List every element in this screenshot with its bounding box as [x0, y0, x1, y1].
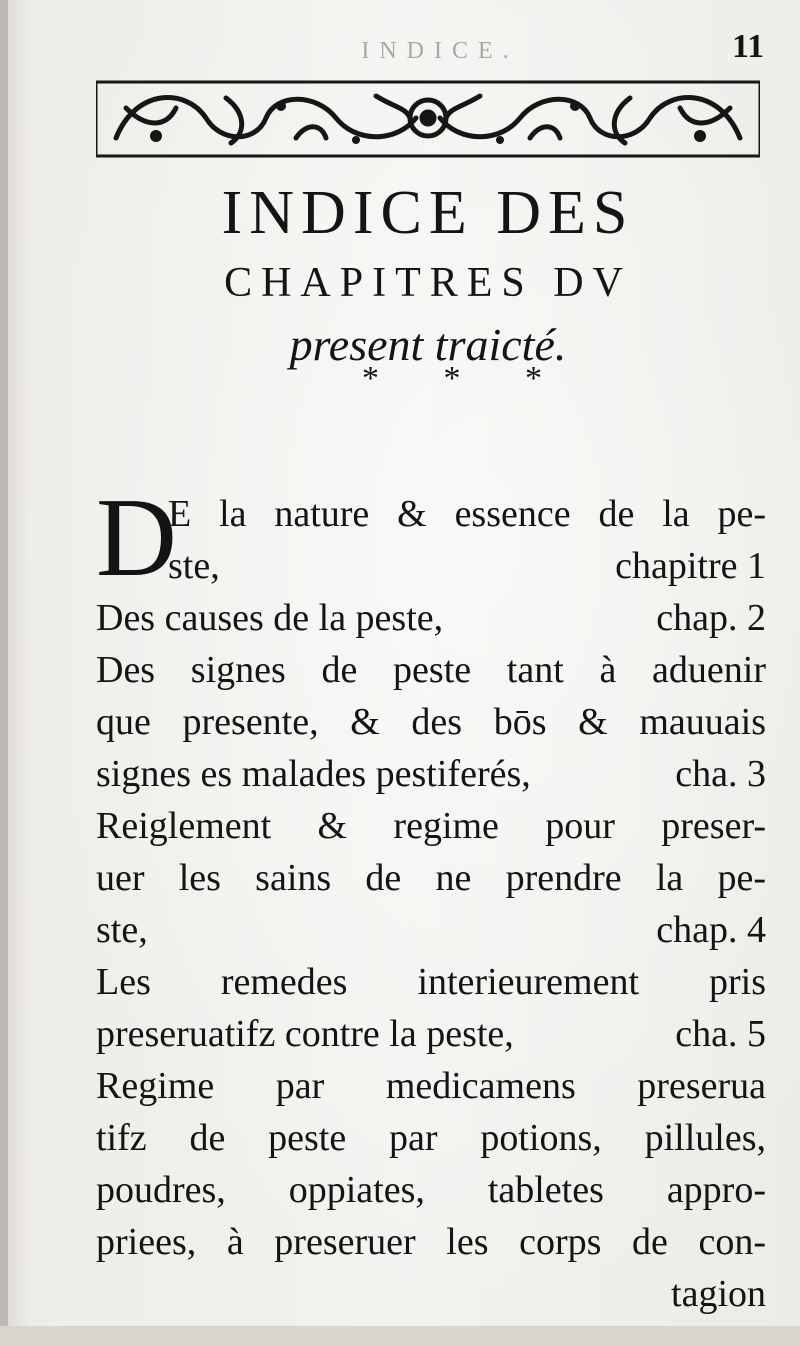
- toc-entry-4: [96, 800, 766, 956]
- toc-entry-2-chapter-ref: chap. 2: [656, 597, 766, 639]
- table-of-contents: [96, 476, 766, 1320]
- toc-entry-6-line-2: tifz de peste par potions, pillules,: [96, 1117, 766, 1159]
- toc-entry-4-line-3: [96, 904, 766, 956]
- toc-entry-1-text: ste,: [168, 545, 220, 587]
- toc-entry-4-line-2: uer les sains de ne prendre la pe-: [96, 857, 766, 899]
- toc-entry-6-line-3: poudres, oppiates, tabletes appro-: [96, 1169, 766, 1211]
- drop-cap-letter: D: [96, 476, 177, 600]
- running-head: INDICE.: [361, 38, 519, 64]
- toc-entry-6-line-1: Regime par medicamens preserua: [96, 1065, 766, 1107]
- toc-entry-6: [96, 1060, 766, 1320]
- toc-entry-5-text: preseruatifz contre la peste,: [96, 1013, 514, 1055]
- toc-entry-6-line-5: tagion: [671, 1273, 766, 1315]
- toc-entry-1-line-2: [168, 540, 766, 592]
- page-bottom-edge: [0, 1326, 800, 1346]
- asterism: [362, 362, 570, 396]
- toc-entry-3-text: signes es malades pestiferés,: [96, 753, 531, 795]
- toc-entry-4-chapter-ref: chap. 4: [656, 909, 766, 951]
- toc-entry-6-line-4: priees, à preseruer les corps de con-: [96, 1221, 766, 1263]
- toc-entry-3-chapter-ref: cha. 3: [675, 753, 766, 795]
- toc-entry-1-chapter-ref: chapitre 1: [615, 545, 766, 587]
- toc-entry-2-line-1: [96, 592, 766, 644]
- floral-headpiece-ornament: [96, 78, 760, 160]
- toc-entry-1-line-1: E la nature & essence de la pe-: [168, 493, 766, 535]
- toc-entry-2: [96, 592, 766, 644]
- toc-entry-1: [96, 476, 766, 600]
- toc-entry-5-line-2: [96, 1008, 766, 1060]
- title-line-1: INDICE DES: [221, 179, 635, 247]
- title-line-2: CHAPITRES DV: [224, 260, 632, 306]
- toc-entry-3-line-1: Des signes de peste tant à aduenir: [96, 649, 766, 691]
- toc-entry-2-text: Des causes de la peste,: [96, 597, 444, 639]
- toc-entry-4-text: ste,: [96, 909, 148, 951]
- toc-entry-4-line-1: Reiglement & regime pour preser-: [96, 805, 766, 847]
- toc-entry-3-line-2: que presente, & des bōs & mauuais: [96, 701, 766, 743]
- toc-entry-3-line-3: [96, 748, 766, 800]
- title-line-3: present traicté.: [289, 319, 567, 370]
- toc-entry-3: [96, 644, 766, 800]
- toc-entry-5-line-1: Les remedes interieurement pris: [96, 961, 766, 1003]
- page-gutter-shadow: [0, 0, 8, 1346]
- toc-entry-5: [96, 956, 766, 1060]
- page-number: 11: [732, 28, 765, 65]
- toc-entry-5-chapter-ref: cha. 5: [675, 1013, 766, 1055]
- asterism-glyphs: * * *: [362, 360, 570, 397]
